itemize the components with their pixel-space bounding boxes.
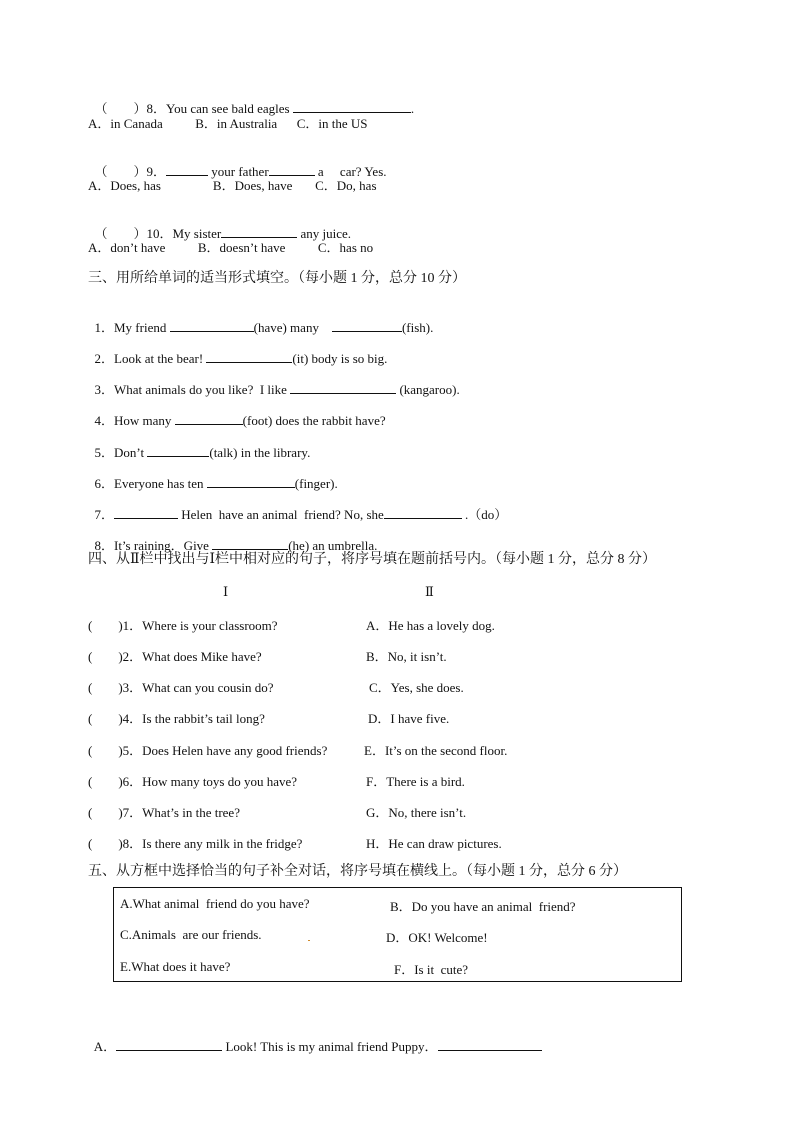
match-row-3 [88,677,728,693]
box-option-b: B．Do you have an animal friend? [390,899,576,914]
answer-blank[interactable] [170,319,254,332]
match-row-7 [88,802,728,818]
section4-title: 四、从Ⅱ栏中找出与Ⅰ栏中相对应的句子，将序号填在题前括号内。（每小题 1 分，总分 8 分） [88,552,657,567]
match-question: ( )2．What does Mike have? [88,649,262,664]
match-answer: G．No, there isn’t. [366,805,467,820]
answer-blank[interactable] [206,350,292,363]
mcq-8-text: （ ）8．You can see bald eagles [94,101,293,116]
fill-item-8: 8．It’s raining．Give (he) an umbrella. [94,538,378,553]
match-question: ( )1．Where is your classroom? [88,618,278,633]
answer-blank[interactable] [332,319,402,332]
stray-mark [308,940,310,941]
box-option-f: F．Is it cute? [394,962,469,977]
answer-blank[interactable] [293,100,411,113]
match-answer: B．No, it isn’t. [366,649,447,664]
match-row-8 [88,833,728,849]
match-row-5 [88,740,728,756]
match-answer: F．There is a bird. [366,774,465,789]
answer-blank[interactable] [166,163,208,176]
answer-blank[interactable] [290,381,396,394]
match-answer: C．Yes, she does. [369,680,464,695]
match-answer: D．I have five. [368,711,450,726]
match-question: ( )7．What’s in the tree? [88,805,240,820]
match-question: ( )5．Does Helen have any good friends? [88,743,328,758]
match-row-2 [88,646,728,662]
fill-item-3: 3．What animals do you like? I like (kangaroo). [94,382,460,397]
match-answer: E．It’s on the second floor. [364,743,508,758]
fill-item-1: 1．My friend (have) many (fish). [94,320,434,335]
answer-blank[interactable] [269,163,315,176]
match-question: ( )3．What can you cousin do? [88,680,274,695]
match-row-1 [88,615,728,631]
box-option-a: A.What animal friend do you have? [120,896,310,911]
answer-blank[interactable] [175,412,243,425]
column-header-2: Ⅱ [425,584,434,599]
dialog-line-1: A． Look! This is my animal friend Puppy． [88,1022,542,1055]
answer-blank[interactable] [207,475,295,488]
section5-title: 五、从方框中选择恰当的句子补全对话，将序号填在横线上。（每小题 1 分，总分 6 分） [88,864,627,879]
answer-blank[interactable] [438,1038,542,1051]
answer-blank[interactable] [147,444,209,457]
answer-blank[interactable] [221,225,297,238]
mcq-10: （ ）10．My sister any juice. [94,226,352,241]
fill-item-5: 5．Don’t (talk) in the library. [94,445,311,460]
mcq-8-options: A．in Canada B．in Australia C．in the US [88,116,368,131]
box-option-e: E.What does it have? [120,959,231,974]
fill-item-6: 6．Everyone has ten (finger). [94,476,338,491]
answer-blank[interactable] [114,506,178,519]
match-question: ( )8．Is there any milk in the fridge? [88,836,303,851]
match-answer: H．He can draw pictures. [366,836,502,851]
answer-blank[interactable] [384,506,462,519]
fill-item-7: 7． Helen have an animal friend? No, she .（do） [94,507,508,522]
fill-item-2: 2．Look at the bear! (it) body is so big. [94,351,388,366]
match-question: ( )6．How many toys do you have? [88,774,298,789]
option-box [113,887,682,982]
mcq-8: （ ）8．You can see bald eagles . [94,101,415,116]
match-row-6 [88,771,728,787]
column-header-1: Ⅰ [223,584,229,599]
box-option-d: D．OK! Welcome! [386,930,488,945]
mcq-10-options: A．don’t have B．doesn’t have C．has no [88,240,374,255]
answer-blank[interactable] [212,537,288,550]
section3-title: 三、用所给单词的适当形式填空。（每小题 1 分，总分 10 分） [88,271,466,286]
match-question: ( )4．Is the rabbit’s tail long? [88,711,265,726]
answer-blank[interactable] [116,1038,222,1051]
mcq-9-options: A．Does, has B．Does, have C．Do, has [88,178,377,193]
box-option-c: C.Animals are our friends. [120,927,262,942]
match-row-4 [88,708,728,724]
fill-item-4: 4．How many (foot) does the rabbit have? [94,413,386,428]
match-answer: A．He has a lovely dog. [366,618,495,633]
mcq-9: （ ）9． your father a car? Yes. [94,164,387,179]
